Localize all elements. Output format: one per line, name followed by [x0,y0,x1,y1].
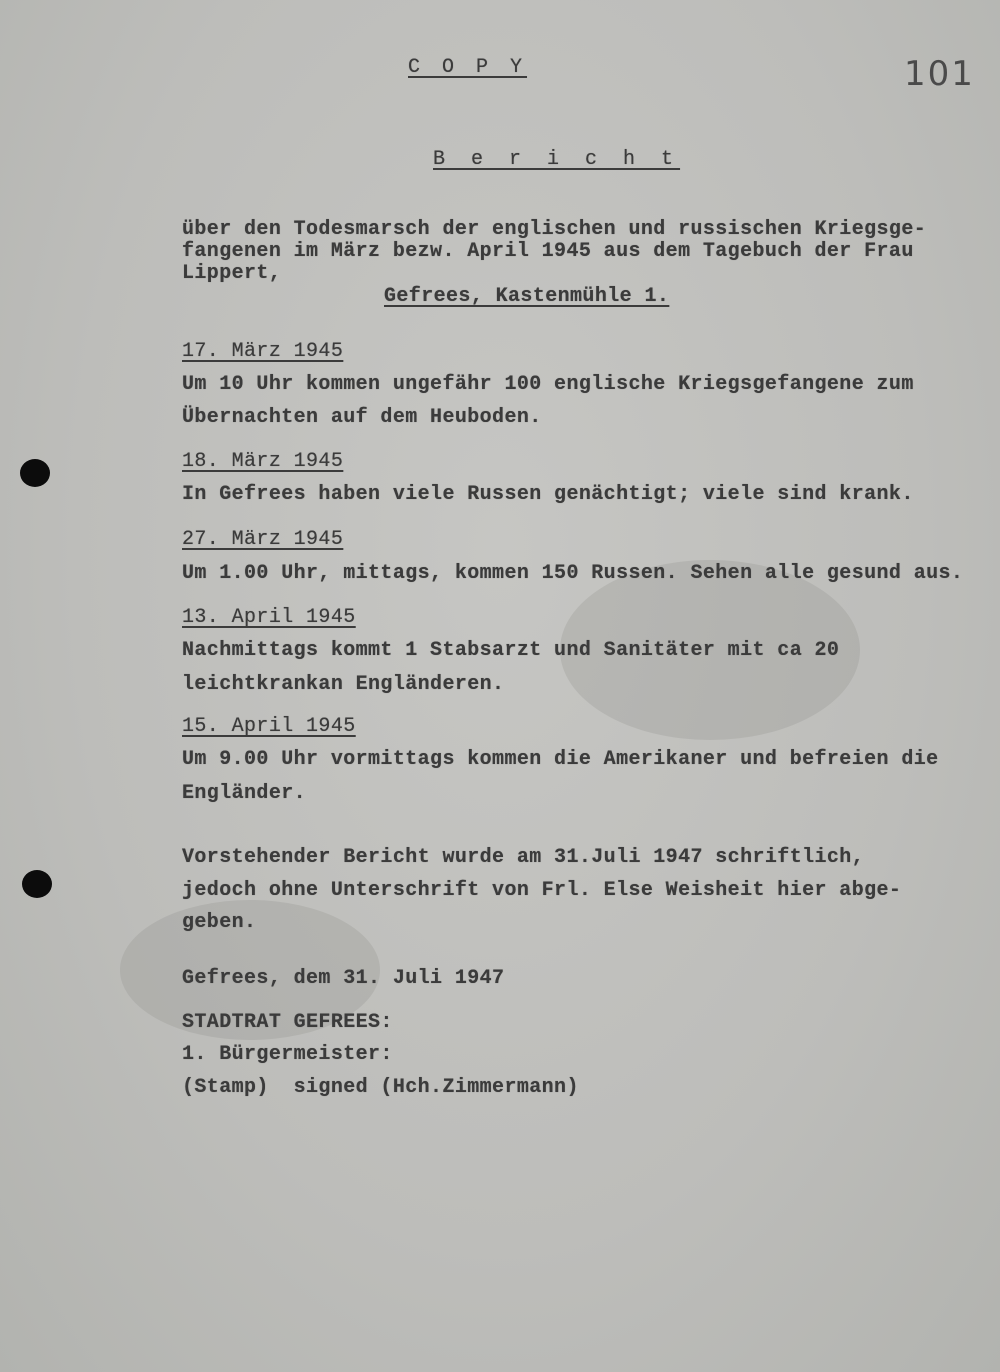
entry-text: Nachmittags kommt 1 Stabsarzt und Sanitäter mit ca 20 [182,639,840,662]
authority-line: STADTRAT GEFREES: [182,1011,393,1034]
location-line: Gefrees, Kastenmühle 1. [384,285,670,308]
entry-date: 17. März 1945 [182,340,344,363]
entry-date: 13. April 1945 [182,606,356,629]
signature-line: (Stamp) signed (Hch.Zimmermann) [182,1076,579,1099]
copy-label: C O P Y [408,56,528,79]
closing-text: Vorstehender Bericht wurde am 31.Juli 1947 schriftlich, [182,846,865,869]
entry-text: Engländer. [182,782,307,805]
place-date: Gefrees, dem 31. Juli 1947 [182,967,505,990]
entry-text: Um 10 Uhr kommen ungefähr 100 englische Kriegsgefangene zum [182,373,914,396]
closing-text: geben. [182,911,257,934]
position-line: 1. Bürgermeister: [182,1043,393,1066]
intro-line: Lippert, [182,262,282,285]
entry-text: Um 9.00 Uhr vormittags kommen die Amerikaner und befreien die [182,748,939,771]
page-number: 101 [904,54,975,94]
entry-text: leichtkrankan Engländeren. [182,673,505,696]
entry-date: 27. März 1945 [182,528,344,551]
entry-text: Um 1.00 Uhr, mittags, kommen 150 Russen. Sehen alle gesund aus. [182,562,964,585]
intro-line: über den Todesmarsch der englischen und russischen Kriegsge- [182,218,927,241]
entry-date: 15. April 1945 [182,715,356,738]
punch-hole-icon [20,459,50,487]
closing-text: jedoch ohne Unterschrift von Frl. Else Weisheit hier abge- [182,879,902,902]
report-title: B e r i c h t [433,148,681,171]
entry-text: In Gefrees haben viele Russen genächtigt; viele sind krank. [182,483,914,506]
punch-hole-icon [22,870,52,898]
entry-text: Übernachten auf dem Heuboden. [182,406,542,429]
intro-line: fangenen im März bezw. April 1945 aus dem Tagebuch der Frau [182,240,914,263]
entry-date: 18. März 1945 [182,450,344,473]
